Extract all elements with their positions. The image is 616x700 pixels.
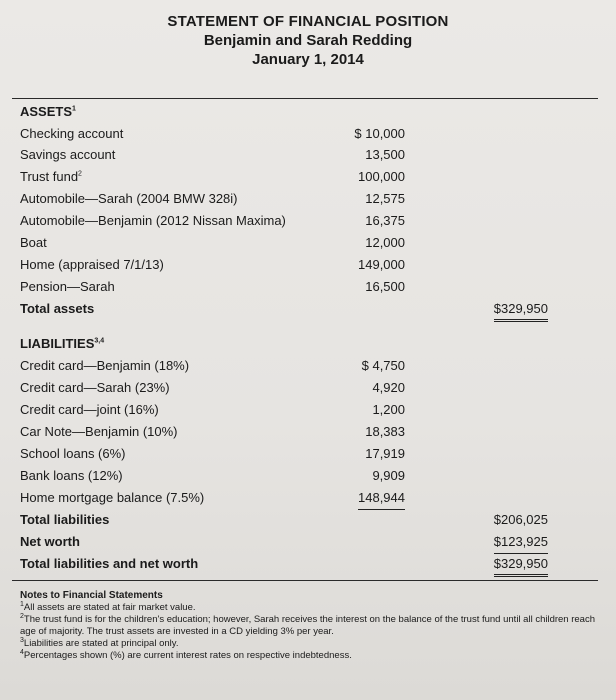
asset-row [20, 189, 560, 209]
asset-amount: 12,000 [365, 235, 405, 250]
asset-label: Savings account [20, 147, 116, 162]
liability-row [20, 356, 560, 376]
liabilities-heading: LIABILITIES$^{3,4}$ [20, 336, 105, 351]
asset-label: Pension—Sarah [20, 279, 115, 294]
liability-amount: 1,200 [372, 402, 405, 417]
liability-amount: 17,919 [365, 446, 405, 461]
liability-amount: 148,944 [358, 488, 405, 510]
liability-label: Credit card—joint (16%) [20, 402, 159, 417]
notes-section [20, 590, 600, 662]
asset-amount: 12,575 [365, 191, 405, 206]
assets-heading: ASSETS$^1$ [20, 104, 76, 119]
total-liabilities-row [20, 510, 560, 530]
liability-row [20, 400, 560, 420]
asset-amount: $ 10,000 [354, 126, 405, 141]
statement-title: STATEMENT OF FINANCIAL POSITION [167, 13, 449, 30]
liabilities-heading-row [20, 334, 560, 354]
net-worth-label: Net worth [20, 534, 80, 549]
grand-total-row [20, 554, 560, 574]
asset-label: Home (appraised 7/1/13) [20, 257, 164, 272]
asset-row [20, 124, 560, 144]
notes-title: Notes to Financial Statements [20, 590, 163, 601]
total-assets-row [20, 299, 560, 319]
asset-row [20, 255, 560, 275]
asset-label: Trust fund$^2$ [20, 169, 82, 184]
liability-amount: 4,920 [372, 380, 405, 395]
statement-header [0, 12, 616, 69]
asset-label: Boat [20, 235, 47, 250]
liability-row [20, 466, 560, 486]
note-item: $^1$All assets are stated at fair market value. [20, 600, 196, 613]
liability-amount: 9,909 [372, 468, 405, 483]
assets-heading-row [20, 102, 560, 122]
liability-label: School loans (6%) [20, 446, 126, 461]
asset-label: Checking account [20, 126, 124, 141]
statement-names: Benjamin and Sarah Redding [203, 32, 413, 49]
asset-label: Automobile—Benjamin (2012 Nissan Maxima) [20, 213, 286, 228]
liability-label: Bank loans (12%) [20, 468, 123, 483]
top-rule [12, 98, 598, 99]
asset-row [20, 233, 560, 253]
note-item: $^2$The trust fund is for the children's education; however, Sarah receives the interest on the balance of the trust fund until all children reach age of majority. The trust assets are invested in a CD yielding 3% per year. [20, 612, 595, 637]
liability-amount: $ 4,750 [361, 358, 405, 373]
grand-total-value: $329,950 [494, 554, 548, 577]
liability-label: Home mortgage balance (7.5%) [20, 490, 205, 505]
net-worth-value: $123,925 [494, 532, 548, 554]
asset-amount: 16,375 [365, 213, 405, 228]
asset-row [20, 145, 560, 165]
liability-row [20, 488, 560, 508]
net-worth-row [20, 532, 560, 552]
total-assets-label: Total assets [20, 301, 95, 316]
liability-label: Car Note—Benjamin (10%) [20, 424, 178, 439]
asset-label: Automobile—Sarah (2004 BMW 328i) [20, 191, 238, 206]
liability-label: Credit card—Benjamin (18%) [20, 358, 190, 373]
bottom-rule [12, 580, 598, 581]
statement-date: January 1, 2014 [252, 51, 364, 68]
liability-row [20, 444, 560, 464]
asset-row [20, 167, 560, 187]
liability-label: Credit card—Sarah (23%) [20, 380, 170, 395]
liability-amount: 18,383 [365, 424, 405, 439]
asset-row [20, 277, 560, 297]
asset-amount: 13,500 [365, 147, 405, 162]
note-item: $^4$Percentages shown (%) are current interest rates on respective indebtedness. [20, 648, 352, 661]
grand-total-label: Total liabilities and net worth [20, 556, 199, 571]
total-liabilities-label: Total liabilities [20, 512, 110, 527]
liability-row [20, 378, 560, 398]
total-assets-value: $329,950 [494, 299, 548, 322]
asset-amount: 100,000 [358, 169, 405, 184]
total-liabilities-value: $206,025 [493, 512, 548, 527]
liability-row [20, 422, 560, 442]
note-item: $^3$Liabilities are stated at principal only. [20, 636, 179, 649]
asset-amount: 149,000 [358, 257, 405, 272]
asset-row [20, 211, 560, 231]
asset-amount: 16,500 [365, 279, 405, 294]
